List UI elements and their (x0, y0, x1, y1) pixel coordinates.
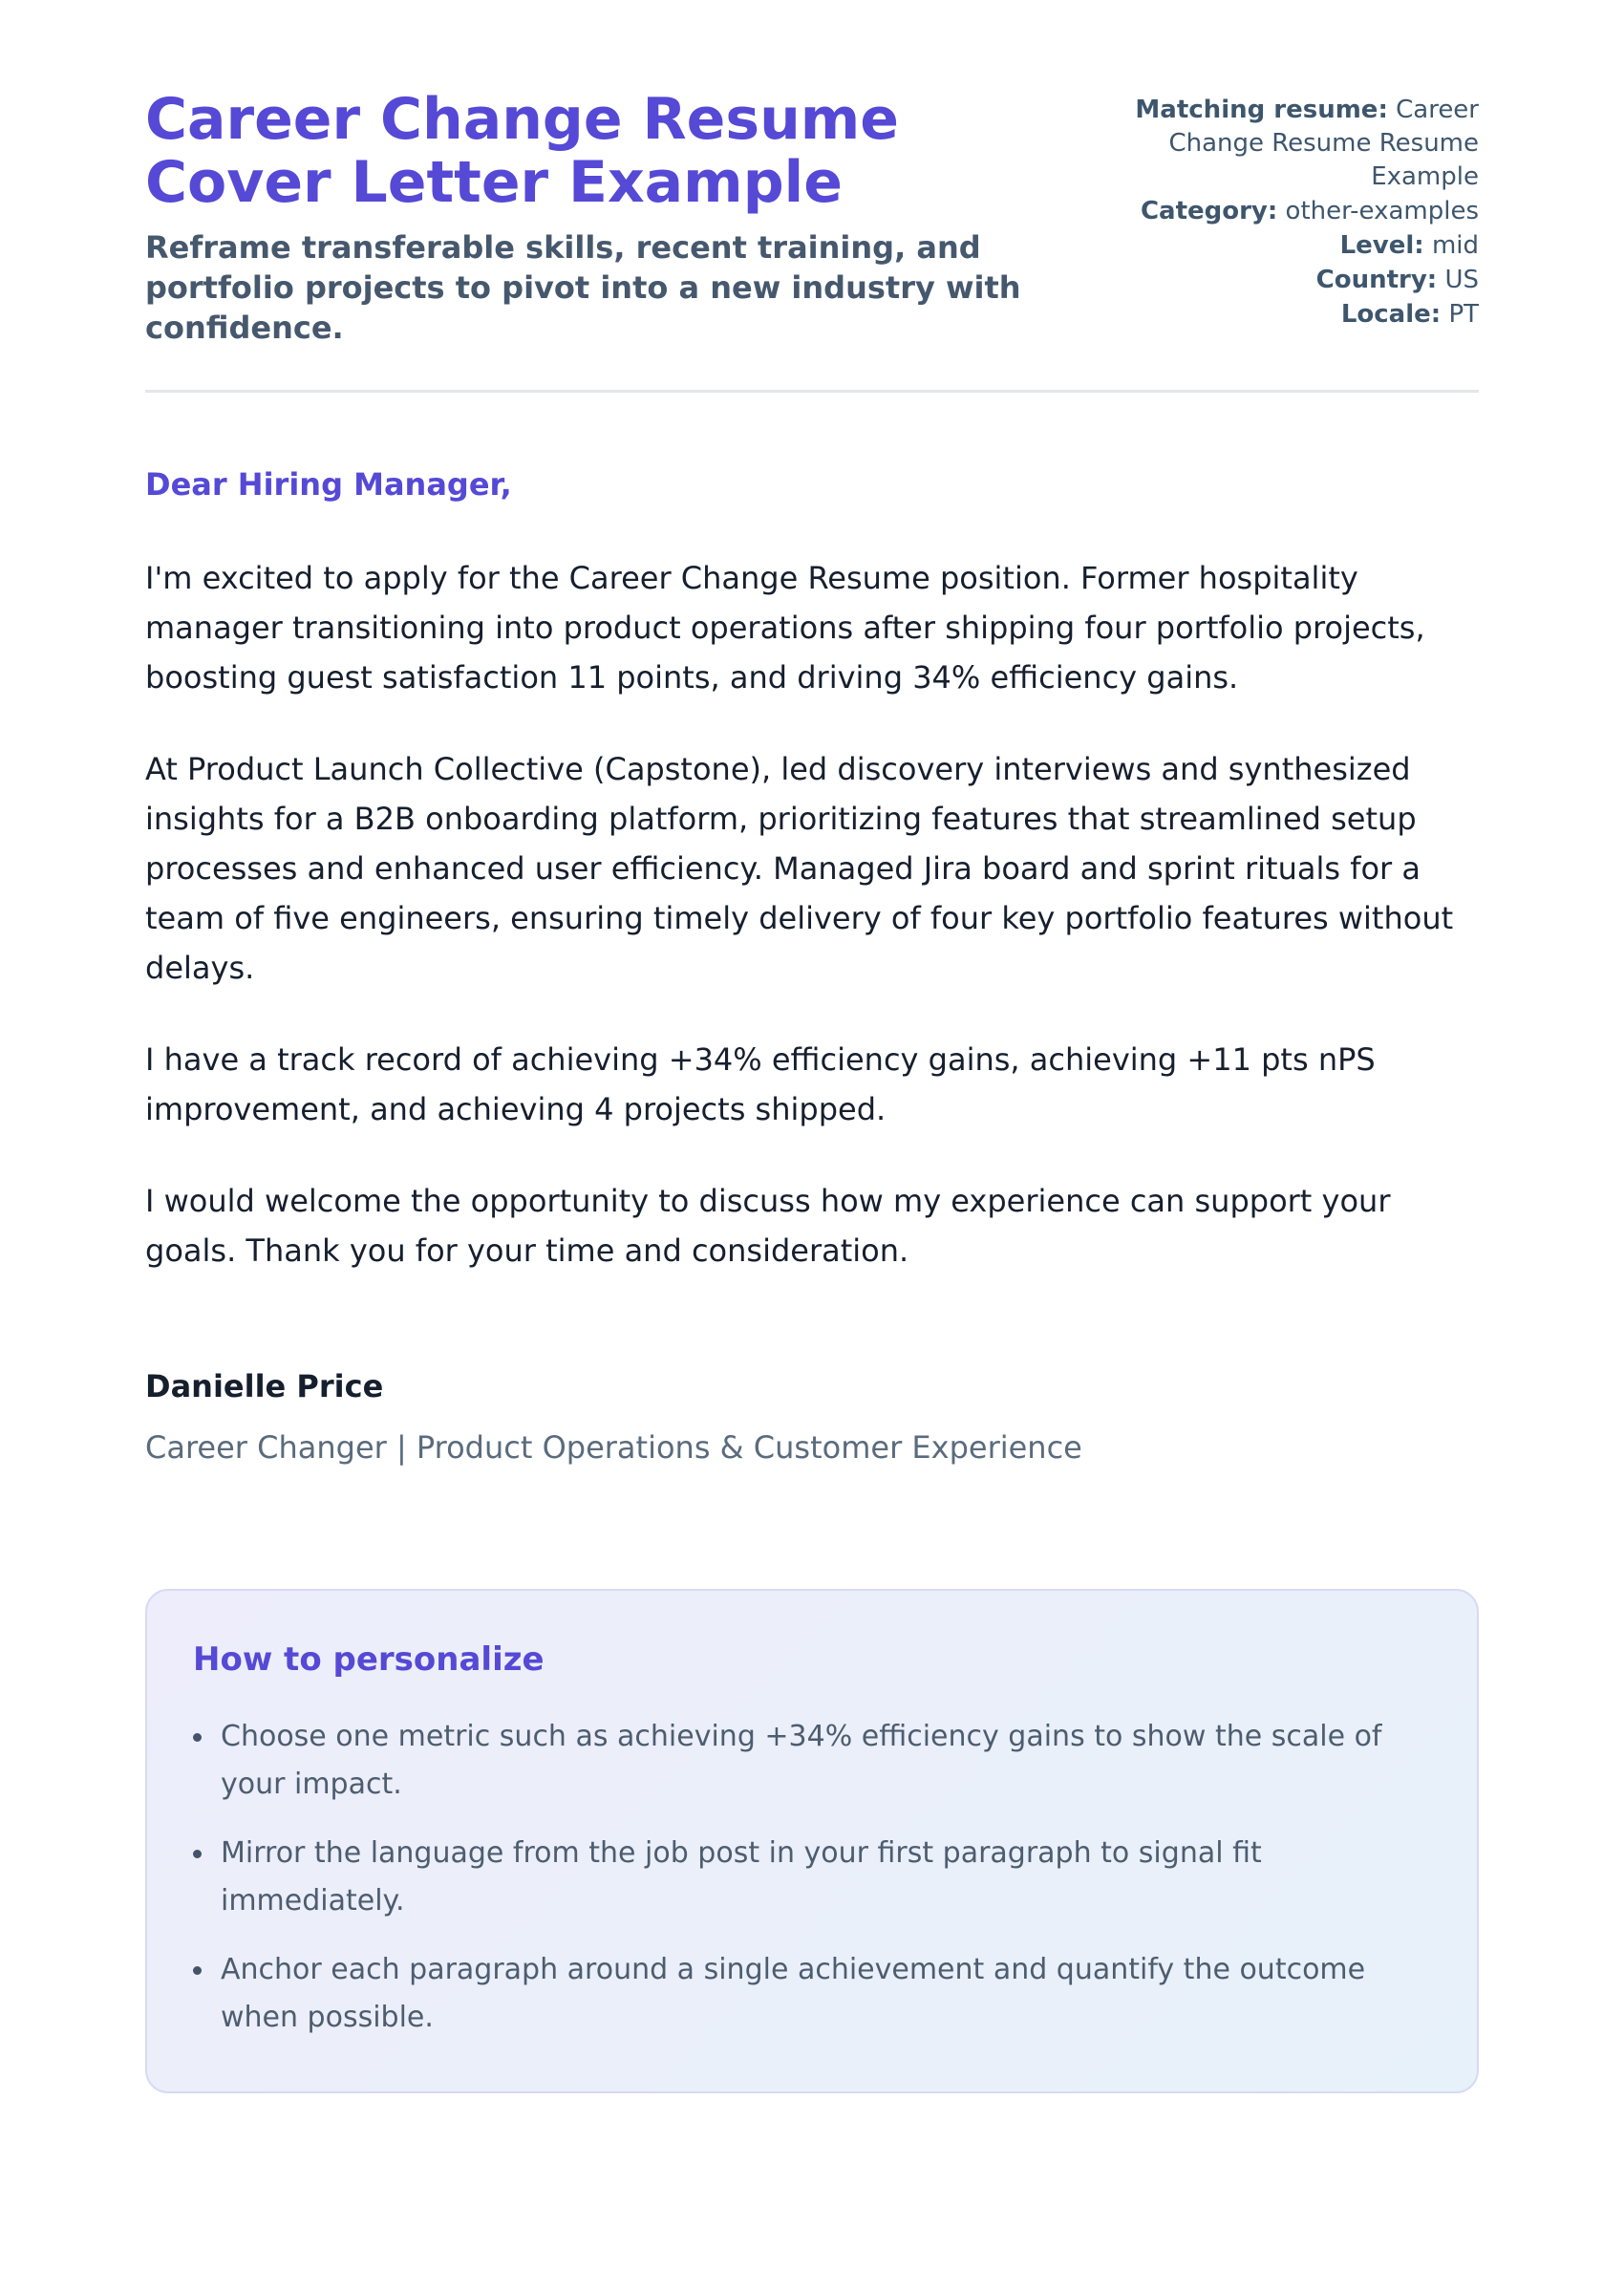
meta-value: other-examples (1285, 197, 1479, 225)
signature-name: Danielle Price (145, 1368, 384, 1404)
tip-text: Mirror the language from the job post in your first paragraph to signal fit immediately. (221, 1836, 1262, 1918)
tip-text: Anchor each paragraph around a single achievement and quantify the outcome when possible. (221, 1953, 1366, 2034)
meta-label: Level: (1339, 231, 1424, 260)
cover-letter-body (145, 463, 1479, 1467)
meta-row-category (1135, 195, 1479, 228)
greeting: Dear Hiring Manager, (145, 466, 512, 503)
tip-item-3 (193, 1946, 1431, 2042)
personalize-tips-list (193, 1713, 1431, 2042)
meta-label: Country: (1315, 266, 1438, 294)
meta-row-locale (1135, 298, 1479, 332)
signature-block (145, 1367, 1479, 1467)
letter-paragraph-1: I'm excited to apply for the Career Change Resume position. Former hospitality manager transitioning into product operations after shipping four portfolio projects, boosting guest satisfaction 11 points, and driving 34% efficiency gains. (145, 560, 1425, 696)
meta-label: Locale: (1340, 300, 1442, 329)
page-subtitle: Reframe transferable skills, recent training, and portfolio projects to pivot into a new industry with confidence. (145, 229, 1021, 346)
tip-item-2 (193, 1830, 1431, 1925)
meta-value: PT (1448, 300, 1479, 329)
header (145, 88, 1479, 348)
meta-label: Matching resume: (1135, 96, 1388, 124)
meta-value: mid (1431, 231, 1479, 260)
personalize-box (145, 1589, 1479, 2093)
tip-text: Choose one metric such as achieving +34% efficiency gains to show the scale of your impact. (221, 1720, 1382, 1801)
meta-label: Category: (1140, 197, 1278, 225)
meta-row-level (1135, 229, 1479, 263)
bullet-icon (193, 1966, 202, 1975)
bullet-icon (193, 1850, 202, 1858)
bullet-icon (193, 1733, 202, 1742)
signature-role: Career Changer | Product Operations & Customer Experience (145, 1429, 1082, 1466)
meta-panel (1135, 88, 1479, 332)
meta-row-matching-resume (1135, 94, 1479, 194)
meta-value: Career Change Resume Resume Example (1168, 96, 1479, 191)
letter-paragraph-3: I have a track record of achieving +34% efficiency gains, achieving +11 pts nPS improvement, and achieving 4 projects shipped. (145, 1041, 1376, 1127)
letter-paragraph-2: At Product Launch Collective (Capstone), led discovery interviews and synthesized insights for a B2B onboarding platform, prioritizing features that streamlined setup processes and enhanced user efficiency. Managed Jira board and sprint rituals for a team of five engineers, ensuring timely delivery of four key portfolio features without delays. (145, 751, 1454, 986)
letter-paragraph-4: I would welcome the opportunity to discuss how my experience can support your goals. Thank you for your time and consideration. (145, 1183, 1391, 1269)
meta-value: US (1444, 266, 1479, 294)
meta-row-country (1135, 264, 1479, 297)
tip-item-1 (193, 1713, 1431, 1809)
header-title-block (145, 88, 1091, 348)
personalize-heading: How to personalize (193, 1640, 545, 1679)
divider (145, 390, 1479, 393)
page-title: Career Change Resume Cover Letter Example (145, 86, 899, 216)
